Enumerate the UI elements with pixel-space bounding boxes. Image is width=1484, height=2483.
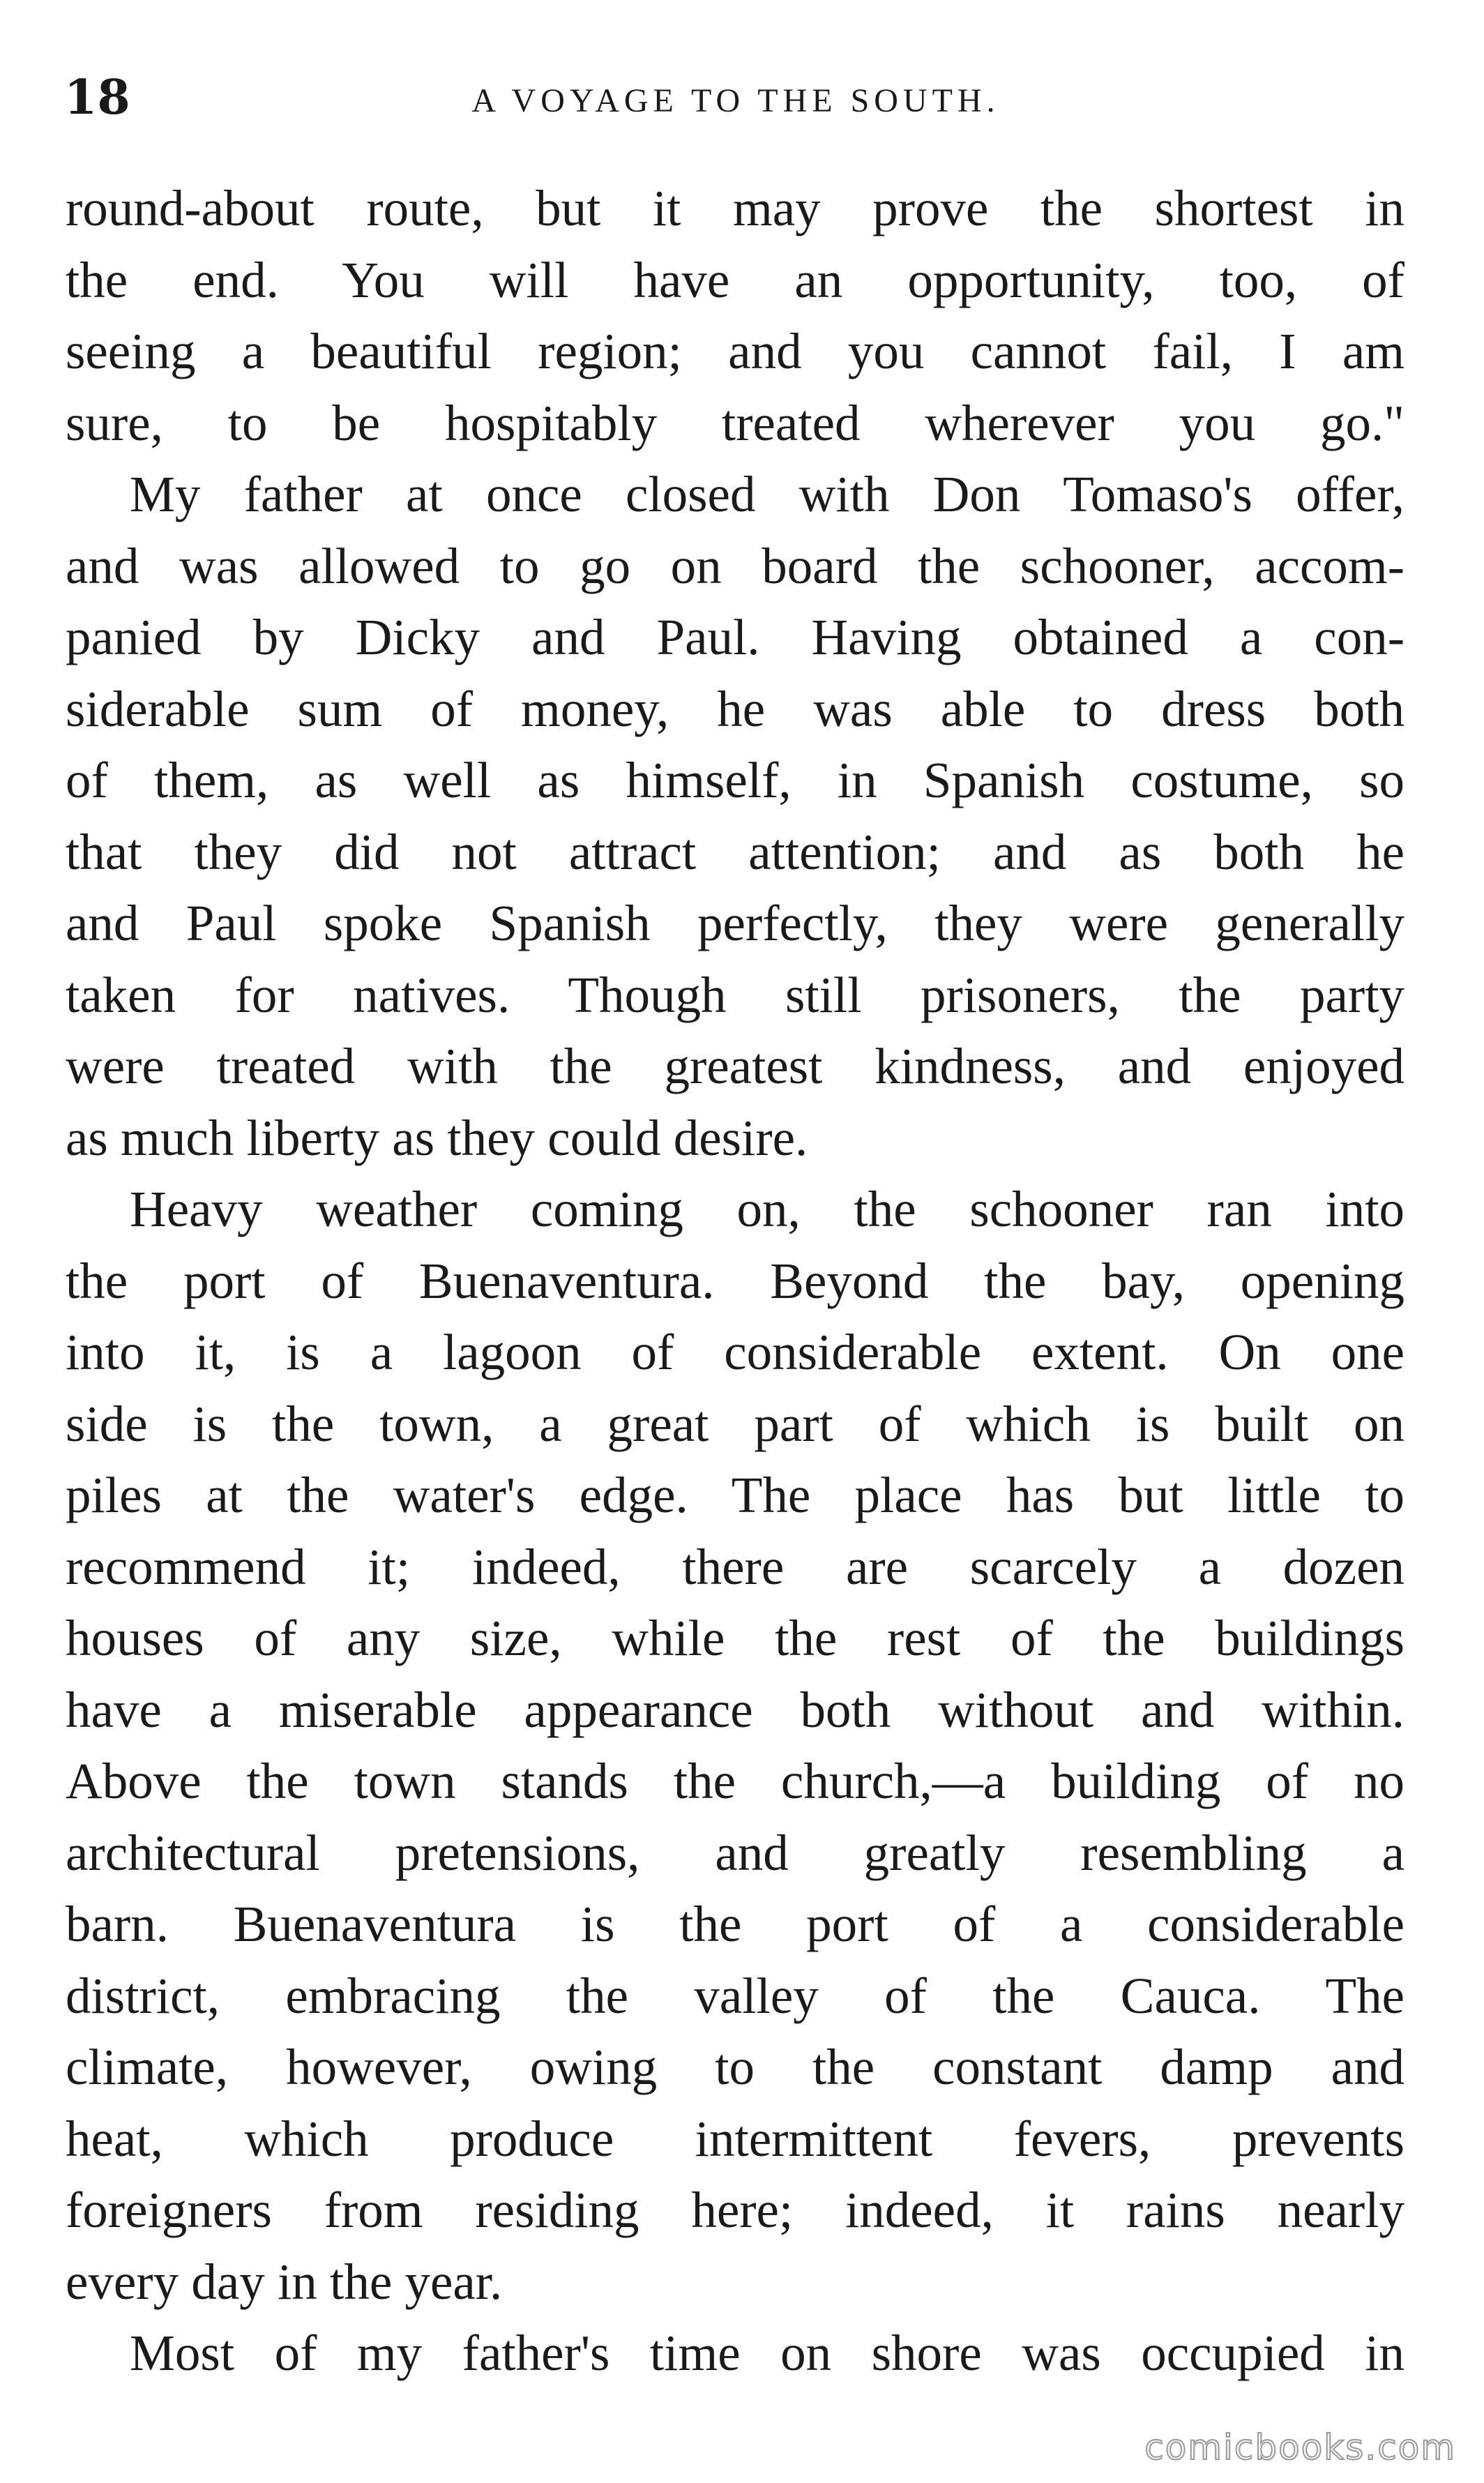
text-line: panied by Dicky and Paul. Having obtained a con-: [66, 609, 1404, 665]
text-line: and was allowed to go on board the schooner, accom-: [66, 537, 1404, 594]
text-line: houses of any size, while the rest of the buildings: [66, 1610, 1404, 1666]
text-line: side is the town, a great part of which is built on: [66, 1395, 1404, 1452]
text-line: My father at once closed with Don Tomaso's offer,: [130, 466, 1404, 522]
text-line: Most of my father's time on shore was occupied in: [130, 2325, 1404, 2381]
text-line: sure, to be hospitably treated wherever you go.": [66, 394, 1404, 451]
text-line: the end. You will have an opportunity, too, of: [66, 251, 1404, 308]
text-line: the port of Buenaventura. Beyond the bay, opening: [66, 1252, 1404, 1309]
text-line: as much liberty as they could desire.: [66, 1109, 808, 1166]
text-line: and Paul spoke Spanish perfectly, they were generally: [66, 895, 1404, 951]
text-line: foreigners from residing here; indeed, it rains nearly: [66, 2182, 1404, 2238]
text-line: were treated with the greatest kindness, and enjoyed: [66, 1038, 1404, 1094]
text-line: into it, is a lagoon of considerable extent. On one: [66, 1324, 1404, 1380]
text-line: recommend it; indeed, there are scarcely a dozen: [66, 1538, 1404, 1595]
text-line: Above the town stands the church,—a building of no: [66, 1753, 1404, 1809]
page-header: [64, 56, 1407, 139]
watermark: comicbooks.com: [1144, 2427, 1456, 2468]
text-line: piles at the water's edge. The place has but little to: [66, 1467, 1404, 1523]
running-head: A VOYAGE TO THE SOUTH.: [471, 82, 1000, 119]
page-number: 18: [64, 70, 130, 126]
text-line: district, embracing the valley of the Cauca. The: [66, 1967, 1404, 2024]
text-line: heat, which produce intermittent fevers, prevents: [66, 2110, 1404, 2167]
text-line: architectural pretensions, and greatly resembling a: [66, 1824, 1404, 1881]
text-line: climate, however, owing to the constant damp and: [66, 2039, 1404, 2095]
text-line: every day in the year.: [66, 2253, 503, 2310]
text-line: that they did not attract attention; and as both he: [66, 823, 1404, 880]
text-line: taken for natives. Though still prisoners, the party: [66, 966, 1404, 1023]
text-line: seeing a beautiful region; and you cannot fail, I am: [66, 323, 1404, 379]
text-line: of them, as well as himself, in Spanish costume, so: [66, 752, 1404, 808]
text-line: siderable sum of money, he was able to dress both: [66, 680, 1404, 737]
text-line: have a miserable appearance both without and within.: [66, 1681, 1404, 1738]
body-text: [66, 173, 1404, 2390]
text-line: Heavy weather coming on, the schooner ran into: [130, 1181, 1404, 1237]
text-line: round-about route, but it may prove the shortest in: [66, 180, 1404, 236]
text-line: barn. Buenaventura is the port of a considerable: [66, 1896, 1404, 1952]
